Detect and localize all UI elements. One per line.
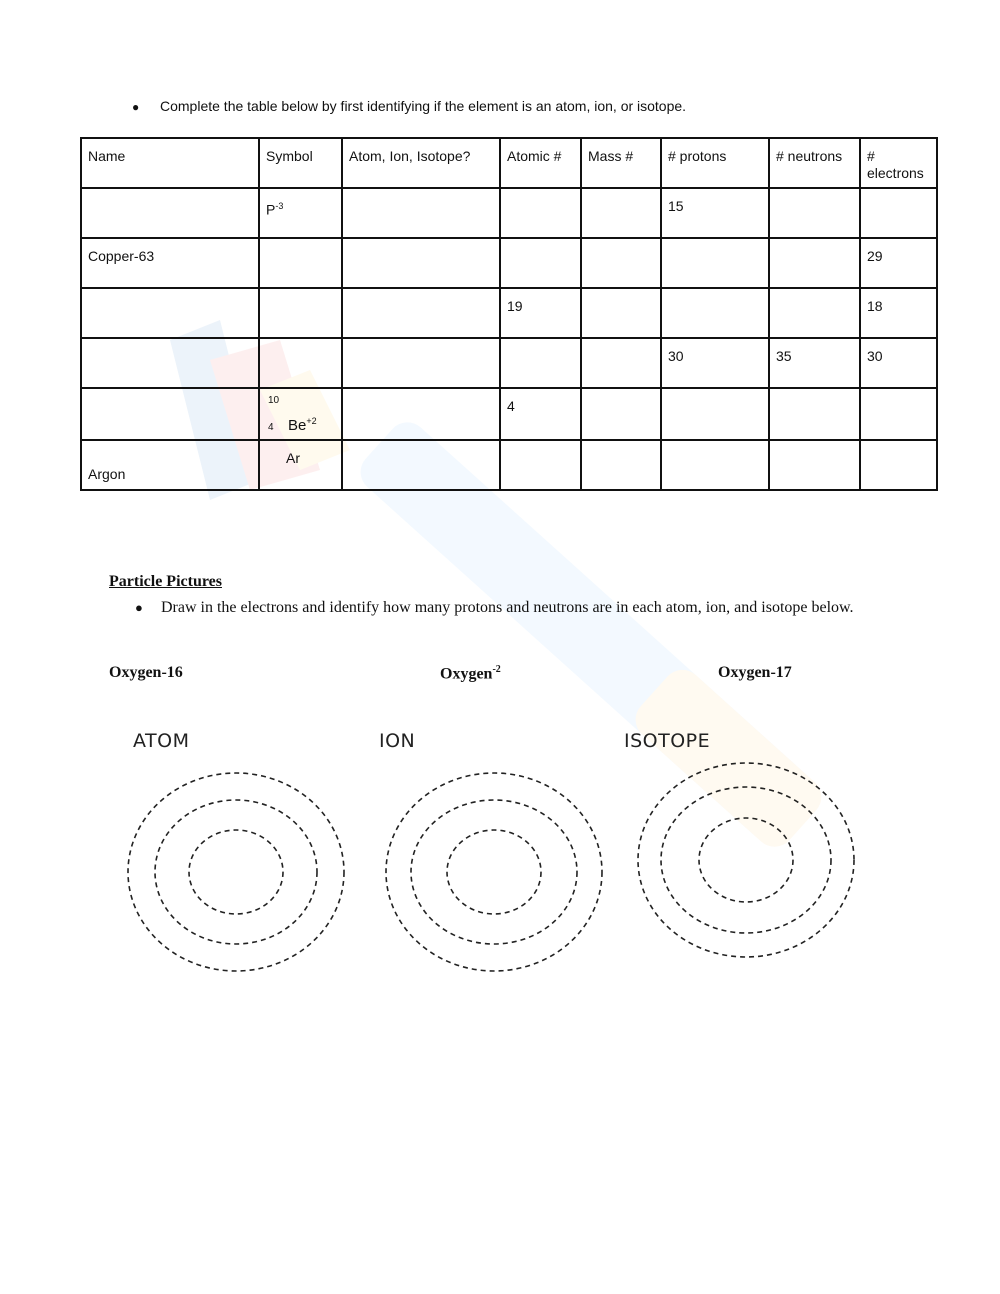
cell-mass[interactable] [581, 440, 661, 490]
cell-name: Copper-63 [81, 238, 259, 288]
cell-atomic[interactable] [500, 440, 581, 490]
cell-mass[interactable] [581, 238, 661, 288]
table-row [81, 338, 937, 388]
orbit-middle-ring [661, 787, 831, 933]
cell-protons: 30 [661, 338, 769, 388]
table-row [81, 288, 937, 338]
header-mass: Mass # [581, 138, 661, 188]
diagram-title-ion: ION [379, 730, 416, 752]
cell-protons: 15 [661, 188, 769, 238]
cell-type[interactable] [342, 440, 500, 490]
label-oxygen-17: Oxygen-17 [718, 664, 792, 681]
header-protons: # protons [661, 138, 769, 188]
cell-electrons[interactable] [860, 388, 937, 440]
drawing-instruction-text: Draw in the electrons and identify how many protons and neutrons are in each atom, ion, and isotope below. [161, 599, 854, 616]
table-row [81, 440, 937, 490]
orbit-middle-ring [155, 800, 317, 944]
cell-mass[interactable] [581, 338, 661, 388]
cell-neutrons: 35 [769, 338, 860, 388]
cell-name[interactable] [81, 338, 259, 388]
cell-atomic[interactable] [500, 188, 581, 238]
atom-orbit-diagram[interactable] [120, 764, 352, 982]
bullet-icon: ● [135, 600, 143, 615]
cell-mass[interactable] [581, 388, 661, 440]
header-name: Name [81, 138, 259, 188]
cell-atomic[interactable] [500, 238, 581, 288]
orbit-outer-ring [638, 763, 854, 957]
header-type: Atom, Ion, Isotope? [342, 138, 500, 188]
symbol-text: Ar [286, 450, 300, 466]
section-title: Particle Pictures [109, 573, 222, 590]
drawing-instruction [132, 596, 892, 619]
header-electrons: # electrons [860, 138, 937, 188]
table-row [81, 188, 937, 238]
cell-neutrons[interactable] [769, 188, 860, 238]
symbol-charge: +2 [306, 416, 317, 426]
symbol-atomic-number: 4 [268, 422, 274, 433]
cell-atomic[interactable] [500, 338, 581, 388]
cell-atomic: 19 [500, 288, 581, 338]
table-row [81, 388, 937, 440]
orbit-outer-ring [128, 773, 344, 971]
isotope-orbit-diagram[interactable] [628, 756, 864, 968]
cell-neutrons[interactable] [769, 238, 860, 288]
orbit-inner-ring [189, 830, 283, 914]
cell-neutrons[interactable] [769, 288, 860, 338]
label-oxygen-16: Oxygen-16 [109, 664, 183, 681]
symbol-letters: Be [288, 417, 307, 434]
diagram-title-isotope: ISOTOPE [624, 730, 711, 752]
cell-type[interactable] [342, 338, 500, 388]
cell-symbol[interactable] [259, 288, 342, 338]
bullet-icon: ● [132, 100, 140, 114]
ion-orbit-diagram[interactable] [374, 764, 614, 982]
cell-type[interactable] [342, 238, 500, 288]
cell-electrons: 18 [860, 288, 937, 338]
table-row [81, 238, 937, 288]
header-atomic: Atomic # [500, 138, 581, 188]
diagram-title-atom: ATOM [133, 730, 190, 752]
symbol-text [288, 413, 317, 434]
cell-neutrons[interactable] [769, 440, 860, 490]
cell-name[interactable] [81, 388, 259, 440]
cell-name [81, 440, 259, 490]
symbol-mass-number: 10 [268, 395, 280, 406]
cell-protons[interactable] [661, 288, 769, 338]
symbol-charge: -3 [275, 201, 284, 211]
cell-symbol [259, 440, 342, 490]
symbol-text: P [266, 201, 276, 218]
cell-electrons[interactable] [860, 188, 937, 238]
orbit-middle-ring [411, 800, 577, 944]
cell-mass[interactable] [581, 288, 661, 338]
label-oxygen-ion [440, 664, 501, 683]
cell-electrons[interactable] [860, 440, 937, 490]
element-table [80, 137, 938, 491]
cell-mass[interactable] [581, 188, 661, 238]
cell-protons[interactable] [661, 238, 769, 288]
cell-symbol [259, 388, 342, 440]
cell-electrons: 30 [860, 338, 937, 388]
cell-type[interactable] [342, 288, 500, 338]
cell-neutrons[interactable] [769, 388, 860, 440]
cell-type[interactable] [342, 188, 500, 238]
orbit-inner-ring [447, 830, 541, 914]
orbit-inner-ring [699, 818, 793, 902]
label-oxygen-ion-name: Oxygen [440, 665, 493, 683]
cell-symbol[interactable] [259, 238, 342, 288]
header-neutrons: # neutrons [769, 138, 860, 188]
cell-protons[interactable] [661, 440, 769, 490]
table-header-row [81, 138, 937, 188]
orbit-outer-ring [386, 773, 602, 971]
label-oxygen-ion-charge: -2 [492, 664, 501, 675]
instruction-text: Complete the table below by first identifying if the element is an atom, ion, or isotope. [160, 98, 687, 114]
cell-name[interactable] [81, 288, 259, 338]
cell-atomic: 4 [500, 388, 581, 440]
name-text: Argon [88, 466, 126, 482]
cell-name[interactable] [81, 188, 259, 238]
cell-protons[interactable] [661, 388, 769, 440]
cell-symbol[interactable] [259, 338, 342, 388]
header-symbol: Symbol [259, 138, 342, 188]
cell-symbol [259, 188, 342, 238]
cell-type[interactable] [342, 388, 500, 440]
table-instruction [132, 98, 686, 114]
cell-electrons: 29 [860, 238, 937, 288]
